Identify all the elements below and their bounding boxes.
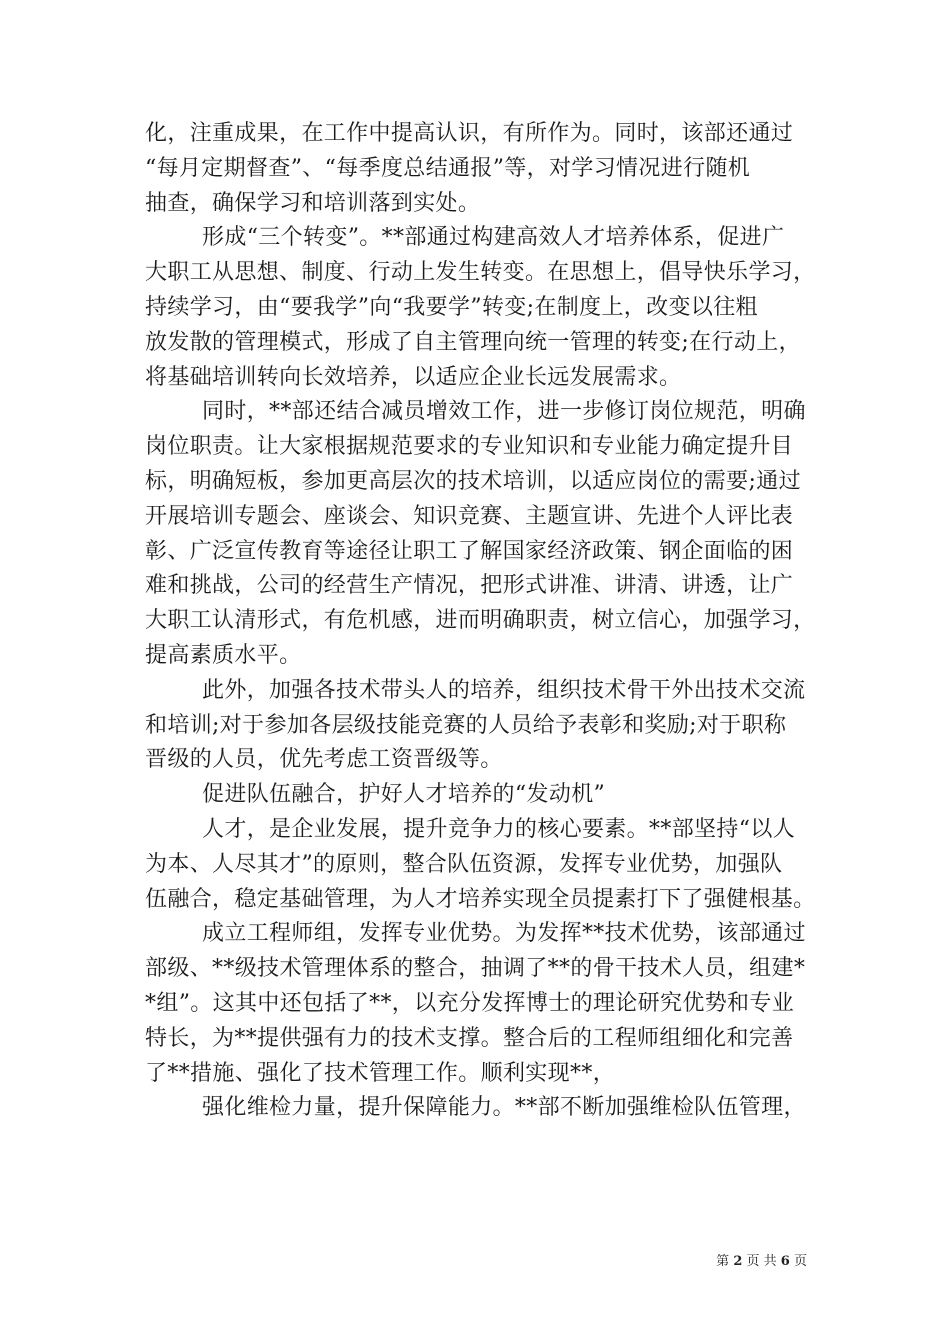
- text-line: 持续学习，由“要我学”向“我要学”转变;在制度上，改变以往粗: [145, 294, 758, 320]
- paragraph-start-line: 形成“三个转变”。**部通过构建高效人才培养体系，促进广: [202, 225, 785, 251]
- text-line: 了**措施、强化了技术管理工作。顺利实现**，: [145, 1060, 616, 1086]
- text-line: 彰、广泛宣传教育等途径让职工了解国家经济政策、钢企面临的困: [145, 538, 794, 564]
- text-line: 开展培训专题会、座谈会、知识竞赛、主题宣讲、先进个人评比表: [145, 503, 794, 529]
- footer-middle: 页 共: [746, 1254, 777, 1269]
- text-line: 放发散的管理模式，形成了自主管理向统一管理的转变;在行动上，: [145, 329, 801, 355]
- current-page-number: 2: [733, 1254, 743, 1269]
- text-line: 难和挑战，公司的经营生产情况，把形式讲准、讲清、讲透，让广: [145, 573, 794, 599]
- text-line: 晋级的人员，优先考虑工资晋级等。: [145, 747, 503, 773]
- text-line: 抽查，确保学习和培训落到实处。: [145, 190, 481, 216]
- text-line: 伍融合，稳定基础管理，为人才培养实现全员提素打下了强健根基。: [145, 886, 816, 912]
- total-pages-number: 6: [780, 1254, 790, 1269]
- page-footer: [716, 1250, 807, 1269]
- text-line: “每月定期督查”、“每季度总结通报”等，对学习情况进行随机: [145, 155, 751, 181]
- text-line: 大职工从思想、制度、行动上发生转变。在思想上，倡导快乐学习，: [145, 260, 816, 286]
- paragraph-start-line: 强化维检力量，提升保障能力。**部不断加强维检队伍管理，: [202, 1095, 806, 1121]
- text-line: 岗位职责。让大家根据规范要求的专业知识和专业能力确定提升目: [145, 434, 794, 460]
- section-heading: 促进队伍融合，护好人才培养的“发动机”: [202, 782, 606, 808]
- body-text: [145, 117, 815, 1126]
- footer-suffix: 页: [793, 1254, 807, 1269]
- text-line: 和培训;对于参加各层级技能竞赛的人员给予表彰和奖励;对于职称: [145, 712, 787, 738]
- paragraph-start-line: 成立工程师组，发挥专业优势。为发挥**技术优势，该部通过: [202, 921, 806, 947]
- text-line: 为本、人尽其才”的原则，整合队伍资源，发挥专业优势，加强队: [145, 851, 783, 877]
- paragraph-start-line: 此外，加强各技术带头人的培养，组织技术骨干外出技术交流: [202, 677, 806, 703]
- text-line: 特长，为**提供强有力的技术支撑。整合后的工程师组细化和完善: [145, 1025, 794, 1051]
- text-line: 大职工认清形式，有危机感，进而明确职责，树立信心，加强学习，: [145, 608, 816, 634]
- text-line: 将基础培训转向长效培养，以适应企业长远发展需求。: [145, 364, 682, 390]
- text-line: 提高素质水平。: [145, 642, 302, 668]
- footer-prefix: 第: [716, 1254, 730, 1269]
- paragraph-start-line: 同时，**部还结合减员增效工作，进一步修订岗位规范，明确: [202, 399, 806, 425]
- paragraph-start-line: 人才，是企业发展，提升竞争力的核心要素。**部坚持“以人: [202, 816, 796, 842]
- text-line: *组”。这其中还包括了**，以充分发挥博士的理论研究优势和专业: [145, 990, 795, 1016]
- text-line: 化，注重成果，在工作中提高认识，有所作为。同时，该部还通过: [145, 121, 794, 146]
- text-line: 标，明确短板，参加更高层次的技术培训，以适应岗位的需要;通过: [145, 468, 801, 494]
- text-line: 部级、**级技术管理体系的整合，抽调了**的骨干技术人员，组建*: [145, 956, 806, 982]
